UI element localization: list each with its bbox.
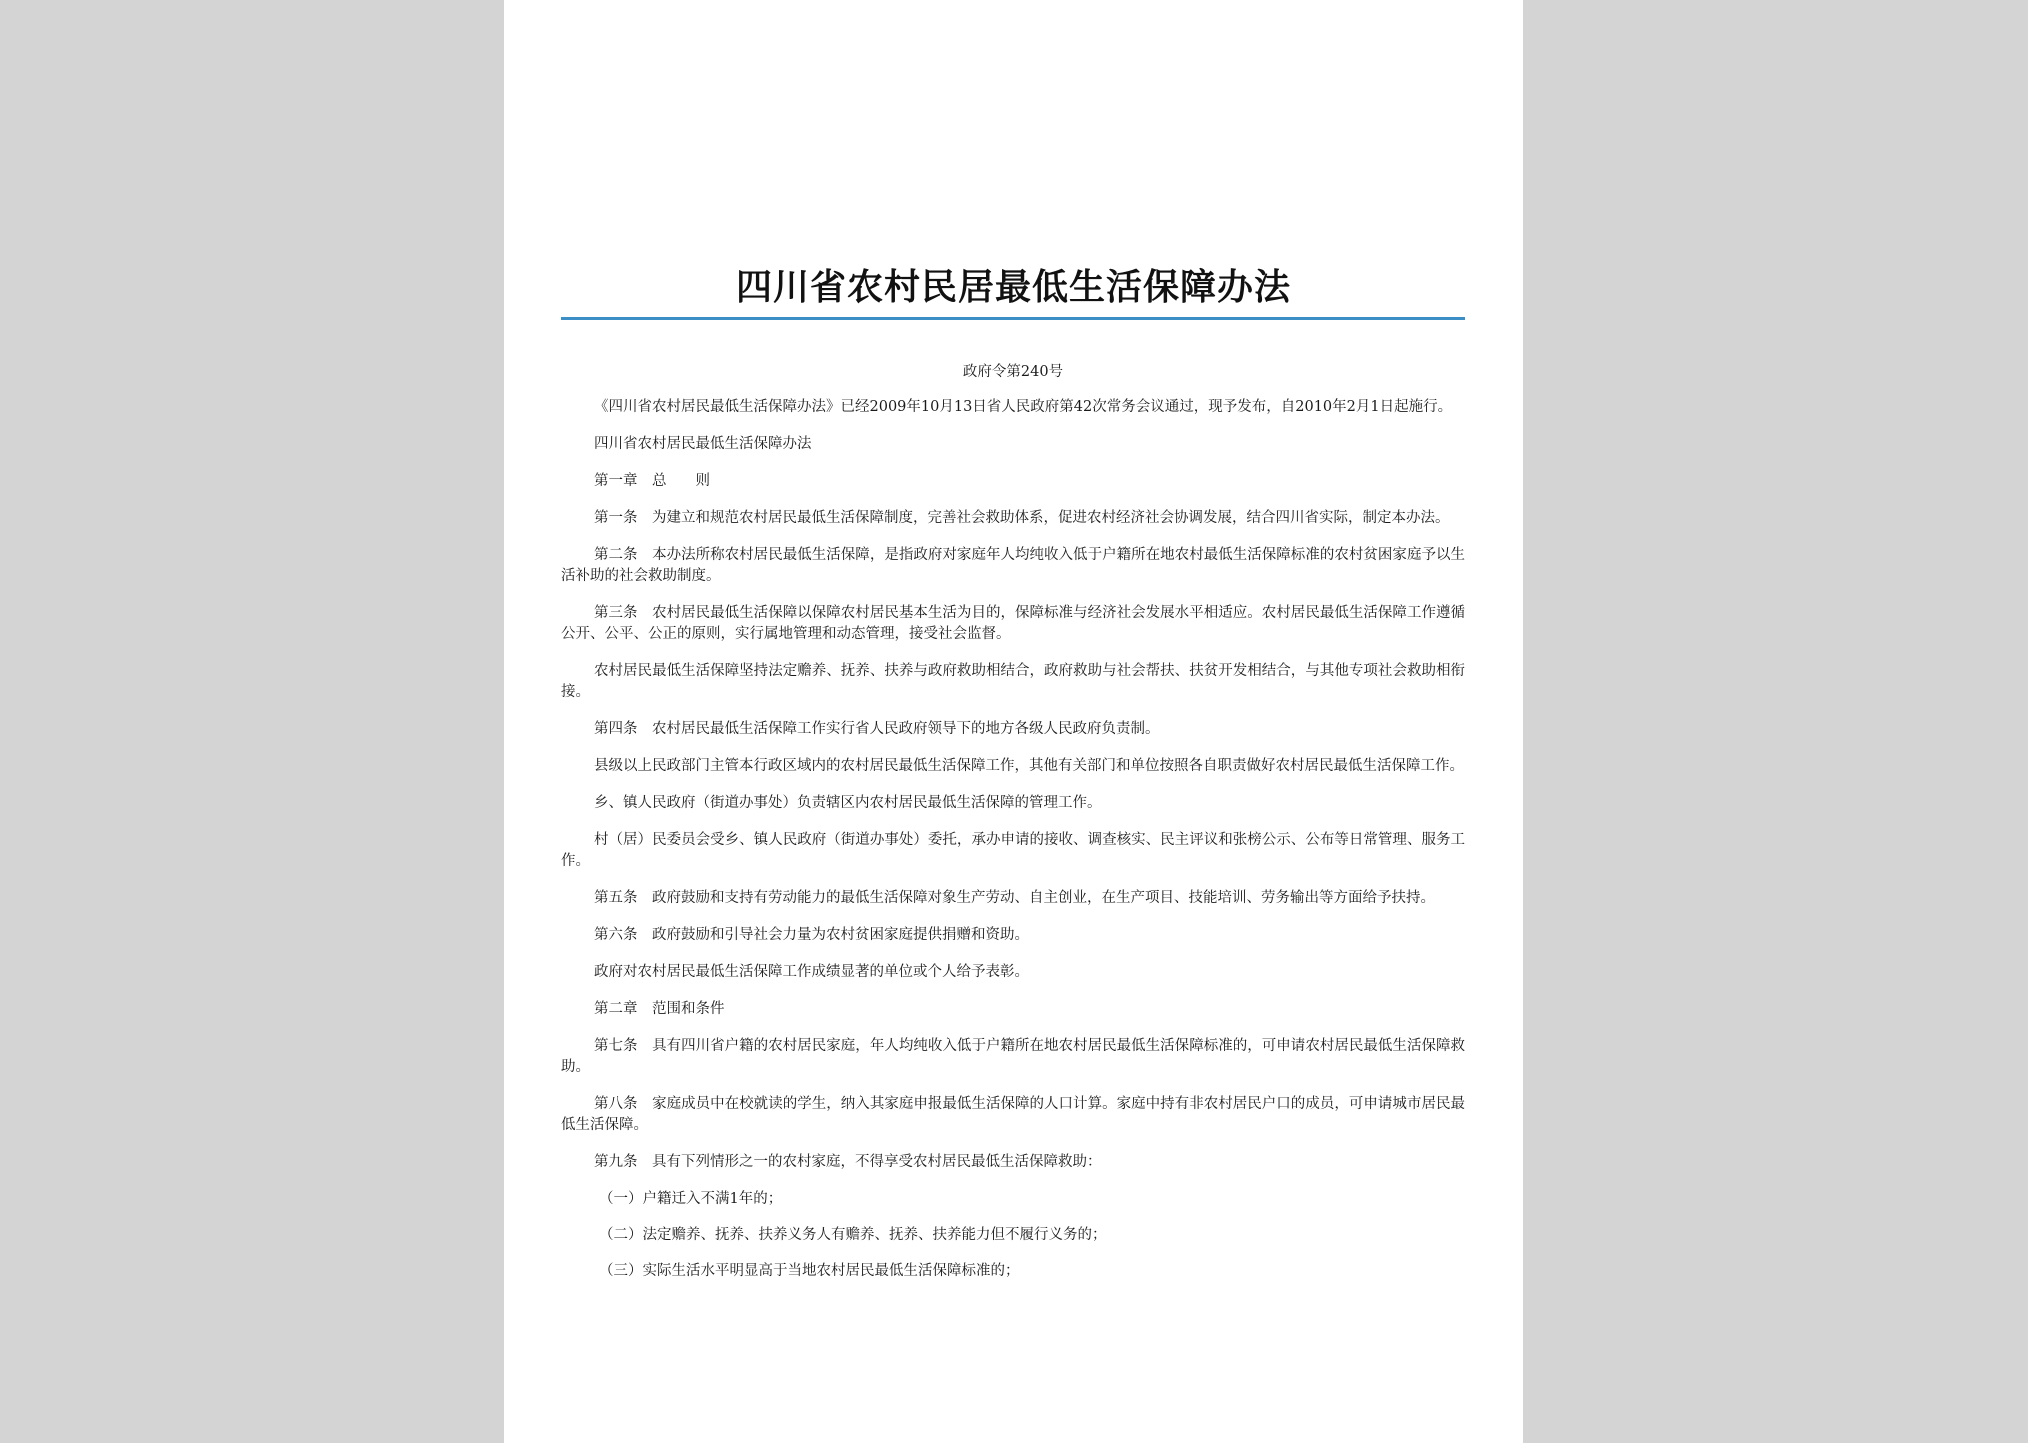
paragraph: 第七条 具有四川省户籍的农村居民家庭，年人均纯收入低于户籍所在地农村居民最低生活保障标准的，可申请农村居民最低生活保障救助。 — [561, 1038, 1465, 1075]
paragraph: 乡、镇人民政府（街道办事处）负责辖区内农村居民最低生活保障的管理工作。 — [594, 795, 1102, 811]
paragraph: 政府对农村居民最低生活保障工作成绩显著的单位或个人给予表彰。 — [594, 964, 1029, 980]
document-page — [504, 0, 1523, 1443]
list-item: （三）实际生活水平明显高于当地农村居民最低生活保障标准的； — [599, 1263, 1020, 1279]
title-divider — [561, 317, 1465, 320]
paragraph: 村（居）民委员会受乡、镇人民政府（街道办事处）委托，承办申请的接收、调查核实、民主评议和张榜公示、公布等日常管理、服务工作。 — [561, 832, 1465, 869]
paragraph: 县级以上民政部门主管本行政区域内的农村居民最低生活保障工作，其他有关部门和单位按照各自职责做好农村居民最低生活保障工作。 — [594, 758, 1464, 774]
paragraph: 第四条 农村居民最低生活保障工作实行省人民政府领导下的地方各级人民政府负责制。 — [594, 721, 1160, 737]
paragraph: 第一条 为建立和规范农村居民最低生活保障制度，完善社会救助体系，促进农村经济社会协调发展，结合四川省实际，制定本办法。 — [594, 510, 1450, 526]
list-item: （二）法定赡养、抚养、扶养义务人有赡养、抚养、扶养能力但不履行义务的； — [599, 1227, 1107, 1243]
list-item: （一）户籍迁入不满1年的； — [599, 1191, 783, 1207]
paragraph: 第六条 政府鼓励和引导社会力量为农村贫困家庭提供捐赠和资助。 — [594, 927, 1029, 943]
document-title: 四川省农村民居最低生活保障办法 — [735, 267, 1291, 308]
paragraph: 四川省农村居民最低生活保障办法 — [594, 436, 812, 452]
paragraph: 第五条 政府鼓励和支持有劳动能力的最低生活保障对象生产劳动、自主创业，在生产项目、技能培训、劳务输出等方面给予扶持。 — [594, 890, 1435, 906]
paragraph: 第八条 家庭成员中在校就读的学生，纳入其家庭申报最低生活保障的人口计算。家庭中持有非农村居民户口的成员，可申请城市居民最低生活保障。 — [561, 1096, 1465, 1133]
paragraph: 农村居民最低生活保障坚持法定赡养、抚养、扶养与政府救助相结合，政府救助与社会帮扶、扶贫开发相结合，与其他专项社会救助相衔接。 — [561, 663, 1465, 700]
paragraph: 第二条 本办法所称农村居民最低生活保障，是指政府对家庭年人均纯收入低于户籍所在地农村最低生活保障标准的农村贫困家庭予以生活补助的社会救助制度。 — [561, 547, 1465, 584]
paragraph: 第九条 具有下列情形之一的农村家庭，不得享受农村居民最低生活保障救助： — [594, 1154, 1102, 1170]
document-body — [561, 362, 1465, 1297]
chapter-heading: 第二章 范围和条件 — [594, 1001, 725, 1017]
chapter-heading: 第一章 总 则 — [594, 473, 710, 489]
order-number: 政府令第240号 — [962, 364, 1064, 380]
paragraph: 《四川省农村居民最低生活保障办法》已经2009年10月13日省人民政府第42次常务会议通过，现予发布，自2010年2月1日起施行。 — [594, 399, 1453, 415]
paragraph: 第三条 农村居民最低生活保障以保障农村居民基本生活为目的，保障标准与经济社会发展水平相适应。农村居民最低生活保障工作遵循公开、公平、公正的原则，实行属地管理和动态管理，接受社会监督。 — [561, 605, 1465, 642]
